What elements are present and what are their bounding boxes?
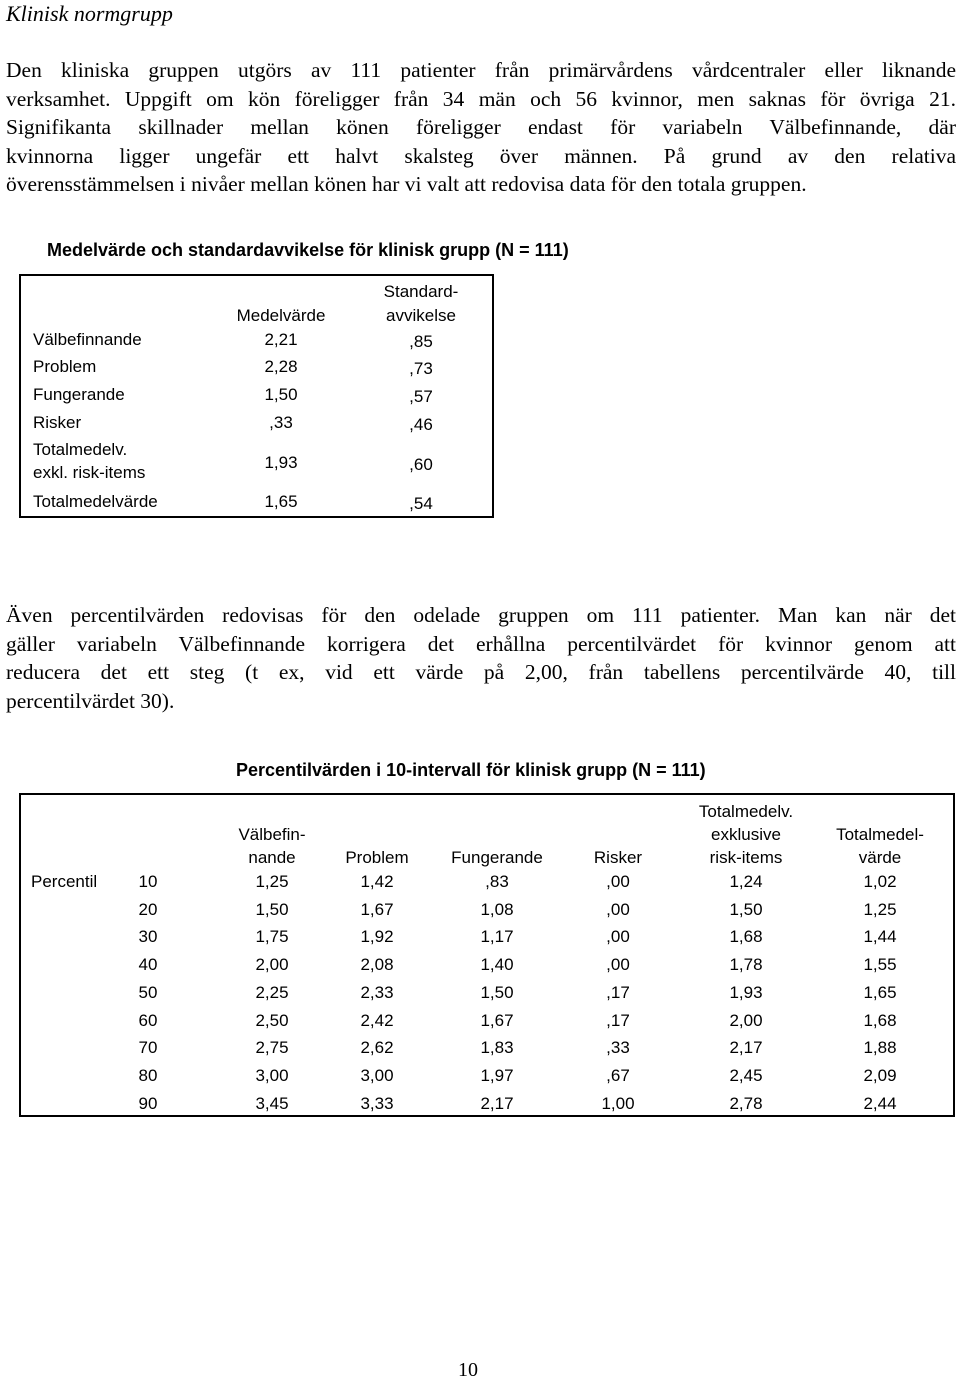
table2-cell-valbefinnande: 1,25 [255, 872, 289, 891]
table2-cell-valbefinnande: 1,50 [255, 899, 289, 919]
paragraph-line: reducera det ett steg (t ex, vid ett värde på 2,00, från tabellens percentilvärde 40, till [6, 660, 956, 685]
table2-cell-tot: 2,44 [863, 1093, 897, 1113]
table2-cell-risker: ,33 [606, 1038, 630, 1058]
table2-cell-tot-excl: 2,45 [729, 1065, 763, 1085]
table2-cell-tot: 1,44 [863, 927, 897, 947]
table1-row-label: Fungerande [33, 385, 125, 404]
paragraph-line: verksamhet. Uppgift om kön föreligger från 34 män och 56 kvinnor, men saknas för övriga 21. [6, 86, 956, 111]
table2-cell-percentile: 10 [138, 872, 158, 891]
table2-cell-problem: 2,62 [360, 1038, 394, 1058]
paragraph-line: percentilvärdet 30). [6, 688, 175, 713]
page-number: 10 [458, 1359, 478, 1381]
table1-cell-mean: 2,21 [264, 330, 298, 349]
paragraph-line: överensstämmelsen i nivåer mellan könen har vi valt att redovisa data för den totala gruppen. [6, 172, 807, 197]
table1-col-sd-line2: avvikelse [386, 306, 456, 325]
table2-head-risker: Risker [593, 848, 643, 867]
table2-cell-problem: 1,67 [360, 899, 394, 919]
table1-cell-sd: ,85 [409, 332, 433, 351]
percentile-paragraph [6, 601, 956, 715]
table1-row-label: Problem [33, 357, 97, 376]
table2-row-label: Percentil [31, 872, 98, 891]
table2-cell-problem: 2,08 [360, 955, 394, 975]
table2-cell-tot: 1,65 [863, 982, 897, 1002]
table2-cell-valbefinnande: 2,50 [255, 1010, 289, 1030]
table2-cell-tot-excl: 2,00 [729, 1010, 763, 1030]
table2-cell-fungerande: 1,83 [480, 1038, 514, 1058]
table2-cell-problem: 1,42 [360, 872, 394, 891]
table1-cell-sd: ,60 [409, 455, 433, 474]
table1-row-label-line2: exkl. risk-items [33, 463, 146, 482]
table1-cell-sd: ,46 [409, 415, 433, 434]
table2-cell-risker: ,00 [606, 899, 630, 919]
intro-paragraph [6, 56, 956, 199]
table2-cell-fungerande: 1,97 [480, 1065, 514, 1085]
table1-cell-sd: ,57 [409, 387, 433, 406]
table2-cell-fungerande: 1,40 [480, 955, 514, 975]
section-heading: Klinisk normgrupp [6, 1, 173, 26]
table2-head-valbef-1: Välbefin- [238, 825, 306, 844]
paragraph-line: Den kliniska gruppen utgörs av 111 patienter från primärvårdens vårdcentraler eller liknande [6, 58, 956, 82]
table2-cell-fungerande: 1,08 [480, 899, 514, 919]
table1-row-label: Risker [33, 413, 82, 432]
paragraph-line: Signifikanta skillnader mellan könen föreligger endast för variabeln Välbefinnande, där [6, 115, 956, 140]
table1-cell-mean: 2,28 [264, 357, 298, 376]
table2-caption: Percentilvärden i 10-intervall för klinisk grupp (N = 111) [236, 760, 706, 780]
table2-cell-fungerande: 2,17 [480, 1093, 514, 1113]
table1-cell-sd: ,54 [409, 494, 433, 513]
table1-col-sd-line1: Standard- [383, 282, 459, 301]
table2-cell-problem: 2,42 [360, 1010, 394, 1030]
table2-cell-tot-excl: 2,78 [729, 1093, 763, 1113]
table2-cell-risker: ,17 [606, 1010, 630, 1030]
table1-cell-mean: 1,65 [264, 492, 298, 511]
table2-head-totexcl-3: risk-items [709, 848, 783, 867]
table2-cell-valbefinnande: 2,75 [255, 1038, 289, 1058]
table2-cell-valbefinnande: 1,75 [255, 927, 289, 947]
table2-head-totexcl-2: exklusive [711, 825, 781, 844]
table2-head-problem: Problem [345, 848, 409, 867]
table2-cell-tot-excl: 1,68 [729, 927, 763, 947]
table1-col-mean: Medelvärde [236, 306, 326, 325]
table2-cell-tot-excl: 1,24 [729, 872, 763, 891]
table1-cell-mean: 1,50 [264, 385, 298, 404]
table2-cell-problem: 3,00 [360, 1065, 394, 1085]
table2-cell-problem: 1,92 [360, 927, 394, 947]
table2-cell-tot-excl: 1,93 [729, 982, 763, 1002]
table2-cell-percentile: 50 [138, 982, 158, 1002]
table2-cell-percentile: 70 [138, 1038, 158, 1058]
table2-cell-fungerande: 1,17 [480, 927, 514, 947]
table2-cell-risker: ,00 [606, 955, 630, 975]
table1-row-label: Totalmedelvärde [33, 492, 158, 511]
table2-cell-tot: 1,68 [863, 1010, 897, 1030]
table1-cell-sd: ,73 [409, 359, 433, 378]
paragraph-line: Även percentilvärden redovisas för den odelade gruppen om 111 patienter. Man kan när det [6, 603, 956, 627]
table2-cell-problem: 2,33 [360, 982, 394, 1002]
table2-head-totexcl-1: Totalmedelv. [698, 802, 794, 821]
table2-head-tot-2: värde [858, 848, 902, 867]
table1-row-label: Välbefinnande [33, 330, 142, 349]
table2-cell-risker: ,67 [606, 1065, 630, 1085]
table2-cell-percentile: 20 [138, 899, 158, 919]
table2-cell-valbefinnande: 2,25 [255, 982, 289, 1002]
table2-cell-fungerande: ,83 [485, 872, 509, 891]
table2-cell-tot: 1,55 [863, 955, 897, 975]
table1-cell-mean: ,33 [269, 413, 293, 432]
table2-head-tot-1: Totalmedel- [836, 825, 924, 844]
table2-cell-risker: ,00 [606, 927, 630, 947]
table2-cell-tot: 1,25 [863, 899, 897, 919]
table2-cell-risker: ,17 [606, 982, 630, 1002]
table2-cell-valbefinnande: 3,45 [255, 1093, 289, 1113]
table1-caption: Medelvärde och standardavvikelse för klinisk grupp (N = 111) [47, 240, 569, 260]
table2-cell-percentile: 90 [138, 1093, 158, 1113]
table2-cell-tot-excl: 1,78 [729, 955, 763, 975]
table2-cell-percentile: 40 [138, 955, 158, 975]
paragraph-line: gäller variabeln Välbefinnande korrigera det erhållna percentilvärdet för kvinnor genom att [6, 631, 956, 656]
table2-cell-tot: 1,02 [863, 872, 897, 891]
table2-cell-valbefinnande: 2,00 [255, 955, 289, 975]
table1-cell-mean: 1,93 [264, 453, 298, 472]
table2-cell-risker: ,00 [606, 872, 630, 891]
table2-cell-problem: 3,33 [360, 1093, 394, 1113]
table2-cell-percentile: 30 [138, 927, 158, 947]
table2-cell-percentile: 60 [138, 1010, 158, 1030]
table2-cell-fungerande: 1,67 [480, 1010, 514, 1030]
table1-row-label-line1: Totalmedelv. [33, 440, 128, 459]
table2-head-valbef-2: nande [248, 848, 296, 867]
table2-cell-fungerande: 1,50 [480, 982, 514, 1002]
table2-cell-percentile: 80 [138, 1065, 158, 1085]
table2-cell-valbefinnande: 3,00 [255, 1065, 289, 1085]
table2-cell-tot-excl: 2,17 [729, 1038, 763, 1058]
table2-cell-tot: 2,09 [863, 1065, 897, 1085]
table2-head-fungerande: Fungerande [451, 848, 543, 867]
table2-cell-risker: 1,00 [601, 1093, 635, 1113]
table2-cell-tot: 1,88 [863, 1038, 897, 1058]
paragraph-line: kvinnorna ligger ungefär ett halvt skalsteg över männen. På grund av den relativa [6, 143, 956, 168]
table2-cell-tot-excl: 1,50 [729, 899, 763, 919]
